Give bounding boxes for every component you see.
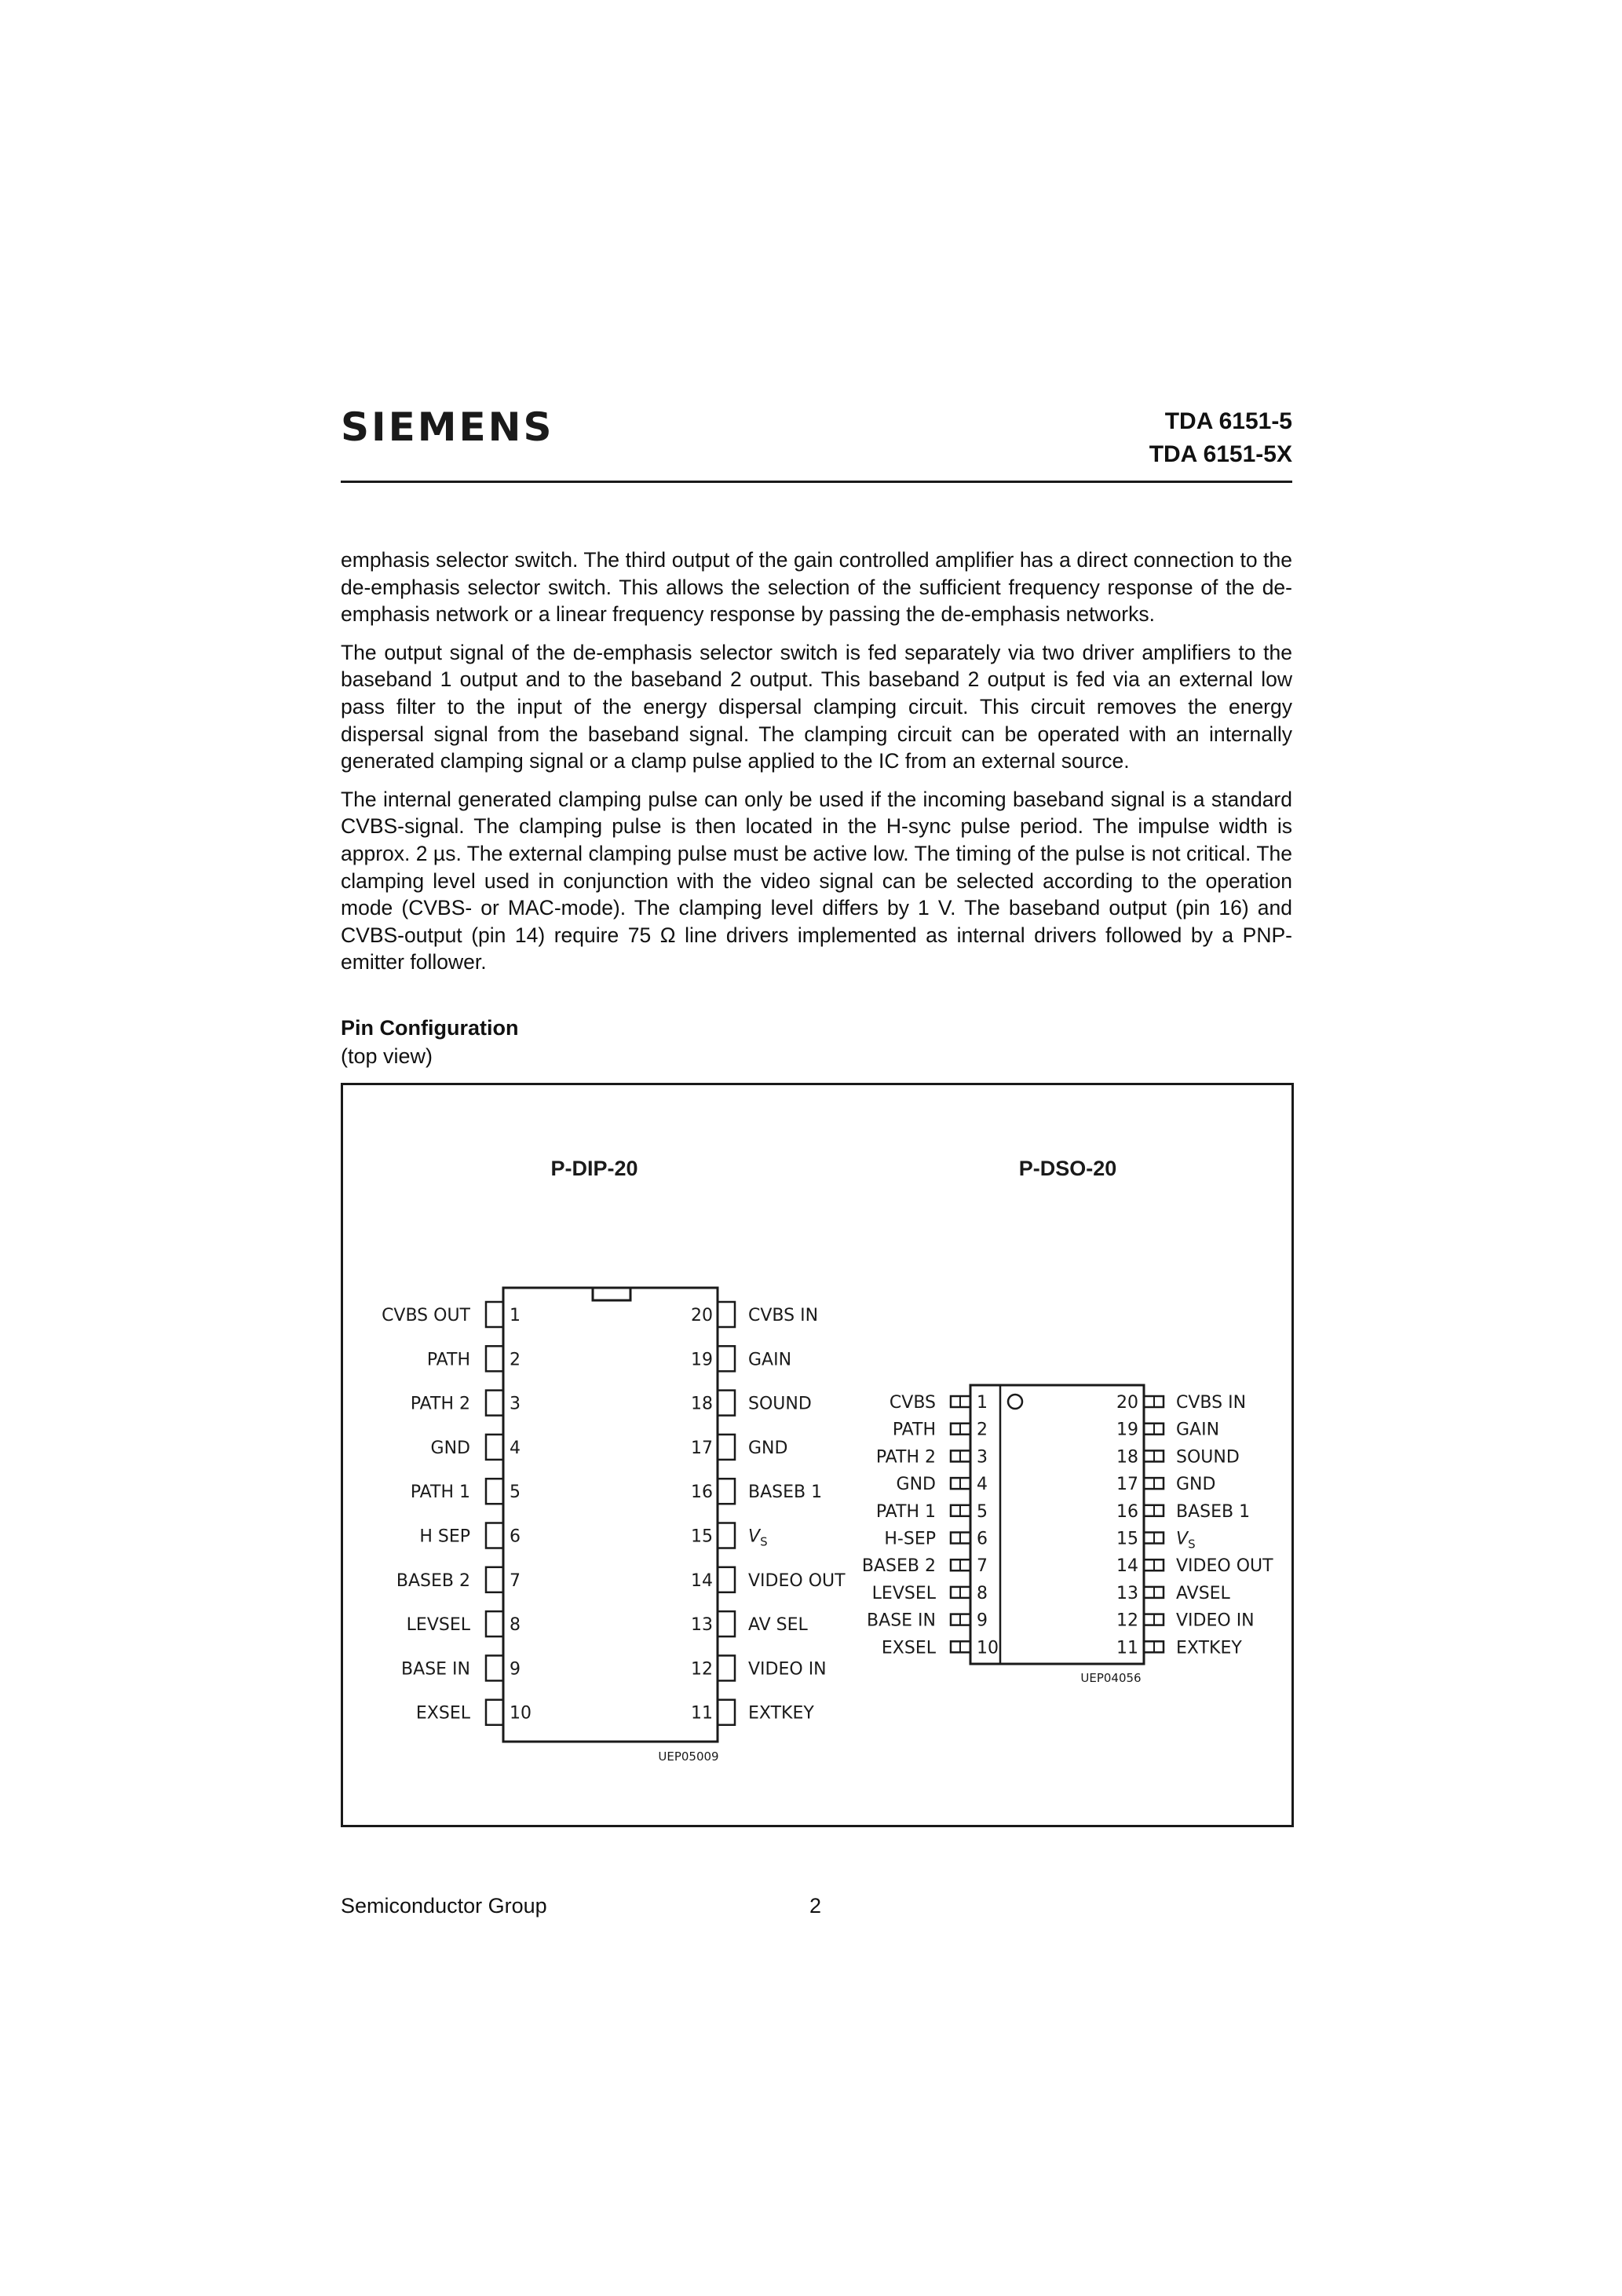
dip-drawing-code: UEP05009 <box>658 1749 719 1764</box>
dip-pin-label-4: GND <box>430 1438 470 1458</box>
dso-pin-label-5: PATH 1 <box>875 1501 936 1522</box>
dip-pin-19 <box>718 1346 735 1371</box>
siemens-logo: SIEMENS <box>341 404 554 450</box>
dso-pin1-marker <box>1008 1395 1022 1409</box>
dso-pin-number-15: 15 <box>1116 1529 1138 1549</box>
dip-pin-number-9: 9 <box>510 1659 521 1680</box>
dip-pin-number-4: 4 <box>510 1438 521 1458</box>
dip-pin-10 <box>486 1700 503 1725</box>
dso-pin-label-2: PATH <box>892 1420 936 1440</box>
dip-pin-number-5: 5 <box>510 1483 521 1503</box>
dip-pin-label-13: AV SEL <box>748 1615 808 1636</box>
dso-drawing-code: UEP04056 <box>1080 1671 1142 1685</box>
dip-pin-16 <box>718 1479 735 1504</box>
dso-pin-label-19: GAIN <box>1176 1420 1220 1440</box>
part-number-2: TDA 6151-5X <box>1149 441 1292 467</box>
dip-pin-number-20: 20 <box>691 1306 713 1325</box>
dip-pin-label-14: VIDEO OUT <box>748 1570 846 1591</box>
dso-pin-number-7: 7 <box>977 1556 988 1577</box>
pin-config-heading-block <box>341 1014 518 1070</box>
dip-pin-3 <box>486 1391 503 1416</box>
dso-pin-label-15: $V_S$ <box>1176 1529 1196 1552</box>
dso-pin-label-11: EXTKEY <box>1176 1638 1242 1658</box>
dip-pin-label-6: H SEP <box>419 1526 470 1547</box>
dip-pin-label-1: CVBS OUT <box>382 1306 470 1325</box>
paragraph-2: The output signal of the de-emphasis selector switch is fed separately via two driver amplifiers to the baseband 1 output and to the baseband 2 output. This baseband 2 output is fed via an external low pass filter to the input of the energy dispersal clamping circuit. This circuit removes the energy dispersal signal from the baseband signal. The clamping circuit can be operated with an internally generated clamping signal or a clamp pulse applied to the IC from an external source. <box>341 640 1292 773</box>
dip-pin-1 <box>486 1302 503 1327</box>
dip-pin-label-20: CVBS IN <box>748 1306 819 1325</box>
dip-title: P-DIP-20 <box>550 1157 638 1180</box>
dip-pin-label-5: PATH 1 <box>410 1483 470 1503</box>
footer-group: Semiconductor Group <box>341 1894 547 1918</box>
dip-pin-17 <box>718 1435 735 1460</box>
dip-pin-label-17: GND <box>748 1438 788 1458</box>
pin-config-subheading: (top view) <box>341 1044 433 1068</box>
dip-pin-number-8: 8 <box>510 1615 521 1636</box>
paragraph-1: emphasis selector switch. The third output of the gain controlled amplifier has a direct connection to the de-emphasis selector switch. This allows the selection of the sufficient frequency response of the de-emphasis network or a linear frequency response by passing the de-emphasis networks. <box>341 548 1292 627</box>
dip-pin-label-9: BASE IN <box>401 1659 470 1680</box>
dip-pin-label-10: EXSEL <box>415 1703 470 1724</box>
dip-pin-9 <box>486 1655 503 1680</box>
dso-pin-label-8: LEVSEL <box>871 1583 936 1603</box>
dso-pin-number-17: 17 <box>1116 1475 1138 1495</box>
dso-pin-number-3: 3 <box>977 1447 988 1468</box>
dip-pin-label-11: EXTKEY <box>748 1703 814 1724</box>
dso-pin-number-18: 18 <box>1116 1447 1138 1468</box>
dip-pin-number-11: 11 <box>691 1703 713 1724</box>
pin-config-heading: Pin Configuration <box>341 1016 519 1040</box>
dip-pin-2 <box>486 1346 503 1371</box>
dso-pin-number-14: 14 <box>1116 1556 1138 1577</box>
dso-pin-label-10: EXSEL <box>881 1638 936 1658</box>
dso-pin-number-20: 20 <box>1116 1393 1138 1413</box>
dso-pin-label-9: BASE IN <box>867 1610 936 1631</box>
dip-pin-label-8: LEVSEL <box>406 1615 470 1636</box>
dso-pin-label-6: H-SEP <box>884 1529 936 1549</box>
dip-pin-number-7: 7 <box>510 1570 521 1591</box>
dso-title: P-DSO-20 <box>1018 1157 1117 1180</box>
dso-pin-label-17: GND <box>1176 1475 1216 1495</box>
dip-pin-13 <box>718 1611 735 1636</box>
dso-pin-number-1: 1 <box>977 1393 988 1413</box>
pin-configuration-figure <box>341 1083 1294 1827</box>
dip-pin-label-2: PATH <box>426 1350 470 1370</box>
dip-pin-number-13: 13 <box>691 1615 713 1636</box>
dip-pin-number-6: 6 <box>510 1526 521 1547</box>
dip-pin-15 <box>718 1523 735 1548</box>
dip-pin-label-3: PATH 2 <box>410 1394 470 1414</box>
dso-pin-number-19: 19 <box>1116 1420 1138 1440</box>
dip-pin-number-10: 10 <box>510 1703 532 1724</box>
dso-pin-number-11: 11 <box>1116 1638 1138 1658</box>
dip-pin-number-2: 2 <box>510 1350 521 1370</box>
body-text <box>341 547 1292 987</box>
dso-pin-number-5: 5 <box>977 1501 988 1522</box>
dip-pin-number-1: 1 <box>510 1306 521 1325</box>
dso-pin-label-16: BASEB 1 <box>1176 1501 1251 1522</box>
dso-pin-number-9: 9 <box>977 1610 988 1631</box>
dip-pin-18 <box>718 1391 735 1416</box>
dip-pin-number-12: 12 <box>691 1659 713 1680</box>
dip-pin-number-17: 17 <box>691 1438 713 1458</box>
dip-notch <box>593 1288 630 1300</box>
dip-pin-14 <box>718 1567 735 1592</box>
dip-pin-12 <box>718 1655 735 1680</box>
dip-pin-number-3: 3 <box>510 1394 521 1414</box>
dso-pin-number-10: 10 <box>977 1638 999 1658</box>
dso-pin-label-13: AVSEL <box>1176 1583 1230 1603</box>
dip-pin-20 <box>718 1302 735 1327</box>
part-number-1: TDA 6151-5 <box>1164 408 1292 434</box>
dip-package-body <box>503 1288 718 1742</box>
dso-pin-label-4: GND <box>896 1475 936 1495</box>
dip-pin-label-12: VIDEO IN <box>748 1659 827 1680</box>
dso-pin-label-20: CVBS IN <box>1176 1393 1247 1413</box>
dso-pin-number-2: 2 <box>977 1420 988 1440</box>
dip-pin-label-7: BASEB 2 <box>396 1570 470 1591</box>
dso-pin-number-13: 13 <box>1116 1583 1138 1603</box>
dso-pin-number-16: 16 <box>1116 1501 1138 1522</box>
dip-pin-4 <box>486 1435 503 1460</box>
dso-pin-number-4: 4 <box>977 1475 988 1495</box>
dso-pin-number-8: 8 <box>977 1583 988 1603</box>
dip-pin-5 <box>486 1479 503 1504</box>
dip-pin-7 <box>486 1567 503 1592</box>
header-rule <box>341 481 1292 483</box>
dso-pin-label-18: SOUND <box>1176 1447 1240 1468</box>
dip-pin-number-14: 14 <box>691 1570 713 1591</box>
dip-pin-label-18: SOUND <box>748 1394 812 1414</box>
dip-pin-number-18: 18 <box>691 1394 713 1414</box>
dip-pin-number-15: 15 <box>691 1526 713 1547</box>
dip-pin-number-16: 16 <box>691 1483 713 1503</box>
dso-pin-number-12: 12 <box>1116 1610 1138 1631</box>
dso-pin-label-7: BASEB 2 <box>861 1556 936 1577</box>
dip-pin-6 <box>486 1523 503 1548</box>
dso-pin-label-3: PATH 2 <box>875 1447 936 1468</box>
dso-pin-label-12: VIDEO IN <box>1176 1610 1255 1631</box>
dip-pin-number-19: 19 <box>691 1350 713 1370</box>
dip-pin-label-16: BASEB 1 <box>748 1483 823 1503</box>
page-number: 2 <box>809 1894 822 1918</box>
dso-pin-label-14: VIDEO OUT <box>1176 1556 1273 1577</box>
dip-pin-label-19: GAIN <box>748 1350 792 1370</box>
dso-pin-number-6: 6 <box>977 1529 988 1549</box>
dip-pin-label-15: $V_S$ <box>748 1526 768 1549</box>
dso-pin-label-1: CVBS <box>889 1393 936 1413</box>
dip-pin-11 <box>718 1700 735 1725</box>
dip-pin-8 <box>486 1611 503 1636</box>
pin-diagram-svg <box>343 1085 1291 1825</box>
paragraph-3: The internal generated clamping pulse can only be used if the incoming baseband signal is a standard CVBS-signal. The clamping pulse is then located in the H-sync pulse period. The impulse width is approx. 2 µs. The external clamping pulse must be active low. The timing of the pulse is not critical. The clamping level used in conjunction with the video signal can be selected according to the operation mode (CVBS- or MAC-mode). The clamping level differs by 1 V. The baseband output (pin 16) and CVBS-output (pin 14) require 75 Ω line drivers implemented as internal drivers followed by a PNP-emitter follower. <box>341 787 1292 974</box>
